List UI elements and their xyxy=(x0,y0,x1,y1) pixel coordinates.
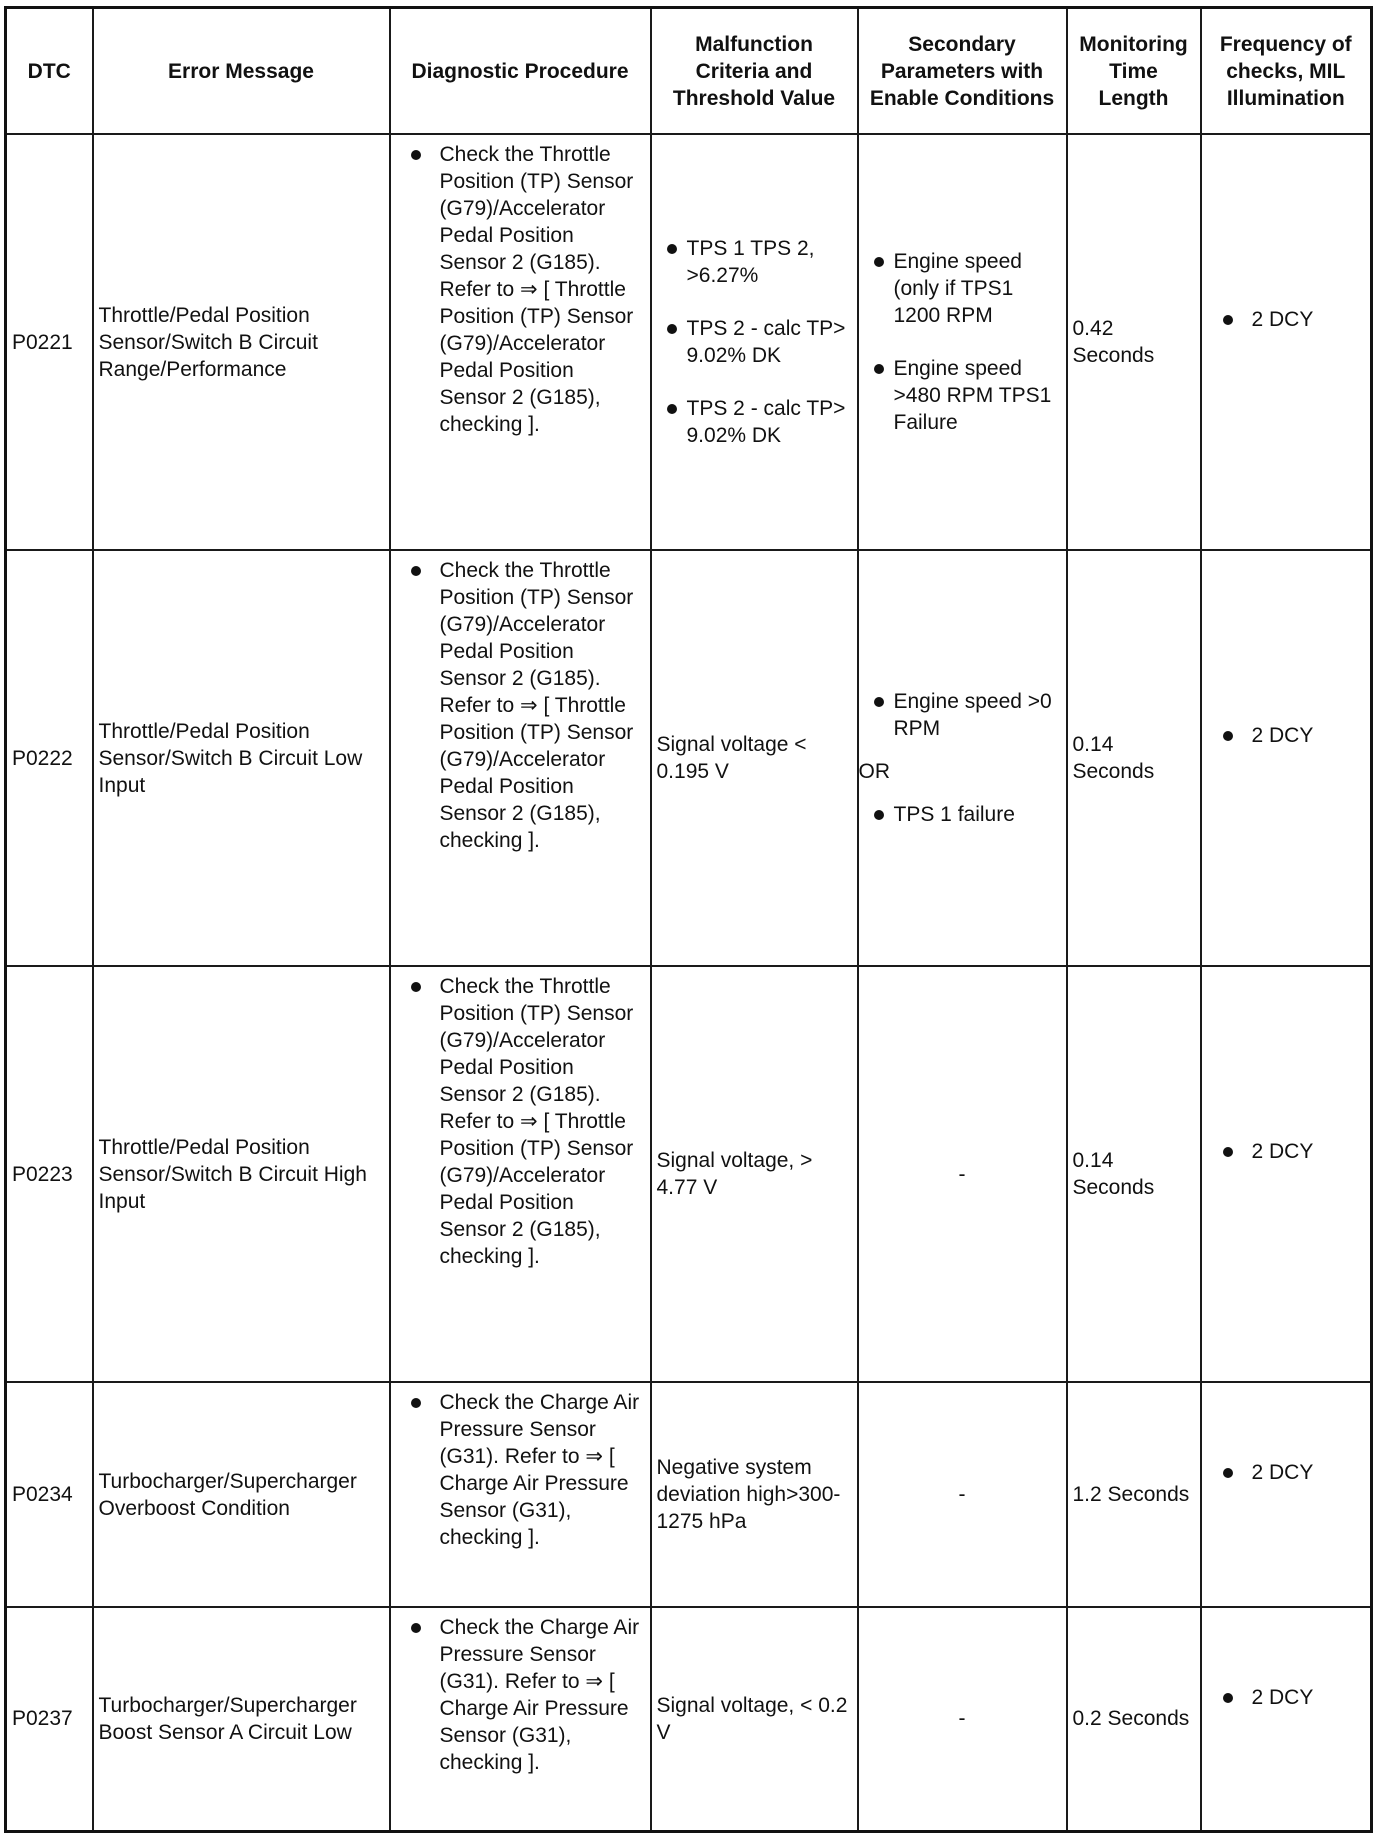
table-row xyxy=(6,550,1372,966)
procedure-bullet: Check the Throttle Position (TP) Sensor (G79)/Accelerator Pedal Position Sensor 2 (G185). Refer to ⇒ [ Throttle Position (TP) Sensor (G79)/Accelerator Pedal Position Sensor 2 (G185), checking ]. xyxy=(395,973,646,1270)
criteria-text: Signal voltage, < 0.2 V xyxy=(651,1607,858,1831)
diagnostic-procedure-cell xyxy=(390,966,651,1382)
criteria-text: Signal voltage < 0.195 V xyxy=(651,550,858,966)
monitoring-time: 0.2 Seconds xyxy=(1067,1607,1201,1831)
condition-bullet: TPS 1 failure xyxy=(864,801,1061,828)
table-row xyxy=(6,1607,1372,1831)
error-message: Turbocharger/Supercharger Overboost Condition xyxy=(93,1382,390,1607)
error-message: Throttle/Pedal Position Sensor/Switch B Circuit Range/Performance xyxy=(93,134,390,550)
monitoring-time: 0.42 Seconds xyxy=(1067,134,1201,550)
header-diagnostic-procedure: Diagnostic Procedure xyxy=(390,8,651,135)
diagnostic-procedure-cell xyxy=(390,550,651,966)
dtc-code: P0222 xyxy=(6,550,93,966)
monitoring-time: 0.14 Seconds xyxy=(1067,966,1201,1382)
table-row xyxy=(6,134,1372,550)
table-body xyxy=(6,134,1372,1831)
table-header xyxy=(6,8,1372,135)
frequency-cell xyxy=(1201,1382,1372,1607)
condition-bullet: Engine speed (only if TPS1 1200 RPM xyxy=(864,248,1061,329)
monitoring-time: 0.14 Seconds xyxy=(1067,550,1201,966)
criteria-bullet: TPS 2 - calc TP> 9.02% DK xyxy=(657,395,852,449)
conditions-cell xyxy=(858,134,1067,550)
table-row xyxy=(6,1382,1372,1607)
monitoring-time: 1.2 Seconds xyxy=(1067,1382,1201,1607)
table-row xyxy=(6,966,1372,1382)
frequency-cell xyxy=(1201,966,1372,1382)
condition-bullet: Engine speed >480 RPM TPS1 Failure xyxy=(864,355,1061,436)
procedure-bullet: Check the Throttle Position (TP) Sensor (G79)/Accelerator Pedal Position Sensor 2 (G185). Refer to ⇒ [ Throttle Position (TP) Sensor (G79)/Accelerator Pedal Position Sensor 2 (G185), checking ]. xyxy=(395,557,646,854)
header-error-message: Error Message xyxy=(93,8,390,135)
frequency-cell xyxy=(1201,1607,1372,1831)
error-message: Turbocharger/Supercharger Boost Sensor A Circuit Low xyxy=(93,1607,390,1831)
conditions-or: OR xyxy=(858,760,890,783)
procedure-bullet: Check the Charge Air Pressure Sensor (G31). Refer to ⇒ [ Charge Air Pressure Sensor (G31), checking ]. xyxy=(395,1389,646,1551)
header-malfunction-criteria: Malfunction Criteria and Threshold Value xyxy=(651,8,858,135)
frequency-cell xyxy=(1201,550,1372,966)
conditions-text: - xyxy=(858,1382,1067,1607)
criteria-text: Negative system deviation high>300-1275 hPa xyxy=(651,1382,858,1607)
header-secondary-parameters: Secondary Parameters with Enable Conditions xyxy=(858,8,1067,135)
frequency-bullet: 2 DCY xyxy=(1207,306,1366,333)
header-monitoring-time: Monitoring Time Length xyxy=(1067,8,1201,135)
frequency-bullet: 2 DCY xyxy=(1207,1459,1366,1486)
dtc-code: P0234 xyxy=(6,1382,93,1607)
frequency-bullet: 2 DCY xyxy=(1207,722,1366,749)
diagnostic-procedure-cell xyxy=(390,1382,651,1607)
conditions-text: - xyxy=(858,966,1067,1382)
header-frequency: Frequency of checks, MIL Illumination xyxy=(1201,8,1372,135)
error-message: Throttle/Pedal Position Sensor/Switch B Circuit High Input xyxy=(93,966,390,1382)
dtc-code: P0223 xyxy=(6,966,93,1382)
dtc-table xyxy=(4,6,1373,1833)
criteria-bullet: TPS 1 TPS 2, >6.27% xyxy=(657,235,852,289)
diagnostic-procedure-cell xyxy=(390,134,651,550)
diagnostic-procedure-cell xyxy=(390,1607,651,1831)
condition-bullet: Engine speed >0 RPM xyxy=(864,688,1061,742)
criteria-bullet: TPS 2 - calc TP> 9.02% DK xyxy=(657,315,852,369)
conditions-cell xyxy=(858,550,1067,966)
header-row xyxy=(6,8,1372,135)
frequency-cell xyxy=(1201,134,1372,550)
frequency-bullet: 2 DCY xyxy=(1207,1138,1366,1165)
criteria-text: Signal voltage, > 4.77 V xyxy=(651,966,858,1382)
dtc-code: P0237 xyxy=(6,1607,93,1831)
dtc-code: P0221 xyxy=(6,134,93,550)
frequency-bullet: 2 DCY xyxy=(1207,1684,1366,1711)
header-dtc: DTC xyxy=(6,8,93,135)
procedure-bullet: Check the Throttle Position (TP) Sensor (G79)/Accelerator Pedal Position Sensor 2 (G185). Refer to ⇒ [ Throttle Position (TP) Sensor (G79)/Accelerator Pedal Position Sensor 2 (G185), checking ]. xyxy=(395,141,646,438)
error-message: Throttle/Pedal Position Sensor/Switch B Circuit Low Input xyxy=(93,550,390,966)
conditions-text: - xyxy=(858,1607,1067,1831)
procedure-bullet: Check the Charge Air Pressure Sensor (G31). Refer to ⇒ [ Charge Air Pressure Sensor (G31), checking ]. xyxy=(395,1614,646,1776)
criteria-cell xyxy=(651,134,858,550)
